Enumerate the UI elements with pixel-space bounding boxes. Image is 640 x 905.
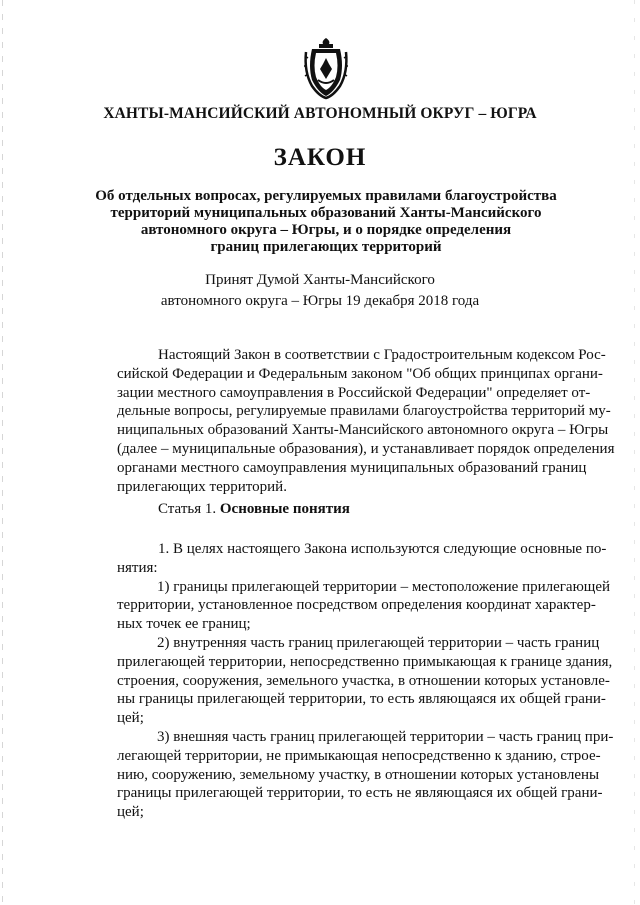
text-line: 1. В целях настоящего Закона используются следующие основные по-: [158, 541, 607, 557]
text-line: зации местного самоуправления в Российской Федерации" определяет от-: [117, 384, 591, 401]
article-heading: [158, 501, 350, 518]
law-title-line: автономного округа – Югры, и о порядке определения: [140, 222, 512, 238]
text-line: цей;: [117, 804, 144, 821]
text-line: органами местного самоуправления муниципальных образований границ: [117, 459, 587, 476]
text-line: ны границы прилегающей территории, то есть являющаяся их общей грани-: [117, 691, 606, 708]
text-line: 1) границы прилегающей территории – местоположение прилегающей: [157, 578, 611, 595]
text-line: территории, установленное посредством определения координат характер-: [117, 597, 596, 614]
law-title-line: территорий муниципальных образований Ханты-Мансийского: [110, 205, 542, 221]
region-heading: ХАНТЫ-МАНСИЙСКИЙ АВТОНОМНЫЙ ОКРУГ – ЮГРА: [103, 105, 537, 122]
text-line: Настоящий Закон в соответствии с Градостроительным кодексом Рос-: [158, 347, 606, 363]
article-body: [117, 540, 614, 822]
text-line: ниципальных образований Ханты-Мансийского автономного округа – Югры: [117, 422, 609, 439]
preamble-paragraph: [117, 346, 615, 496]
text-line: легающей территории, не примыкающая непосредственно к зданию, строе-: [117, 747, 601, 764]
adoption-note: [0, 270, 640, 312]
text-line: (далее – муниципальные образования), и устанавливает порядок определения: [117, 440, 615, 457]
text-line: сийской Федерации и Федеральным законом "Об общих принципах органи-: [117, 365, 603, 382]
coat-of-arms-icon: [302, 36, 350, 100]
law-title-line: Об отдельных вопросах, регулируемых правилами благоустройства: [95, 188, 557, 204]
article-name: Основные понятия: [219, 501, 350, 517]
text-line: границы прилегающей территории, то есть не являющаяся их общей грани-: [117, 785, 603, 802]
text-line: цей;: [117, 710, 144, 727]
adoption-line: Принят Думой Ханты-Мансийского: [205, 272, 435, 288]
scan-edge-left: [2, 0, 3, 905]
article-number: Статья 1.: [158, 501, 217, 517]
text-line: нятия:: [117, 559, 158, 576]
adoption-line: автономного округа – Югры 19 декабря 2018 года: [160, 293, 480, 309]
scan-edge-right: [634, 0, 635, 905]
text-line: строения, сооружения, земельного участка, в отношении которых установле-: [117, 672, 610, 689]
law-title: [90, 188, 562, 256]
text-line: 2) внутренняя часть границ прилегающей территории – часть границ: [157, 634, 600, 651]
text-line: прилегающей территории, непосредственно примыкающая к границе здания,: [117, 653, 613, 670]
text-line: дельные вопросы, регулируемые правилами благоустройства территорий му-: [117, 403, 611, 420]
text-line: прилегающих территорий.: [117, 478, 287, 495]
text-line: нию, сооружению, земельному участку, в отношении которых установлены: [117, 766, 600, 783]
document-type-heading: ЗАКОН: [273, 144, 367, 171]
law-title-line: границ прилегающих территорий: [210, 239, 442, 255]
text-line: ных точек ее границ;: [117, 616, 251, 633]
text-line: 3) внешняя часть границ прилегающей территории – часть границ при-: [157, 728, 614, 745]
